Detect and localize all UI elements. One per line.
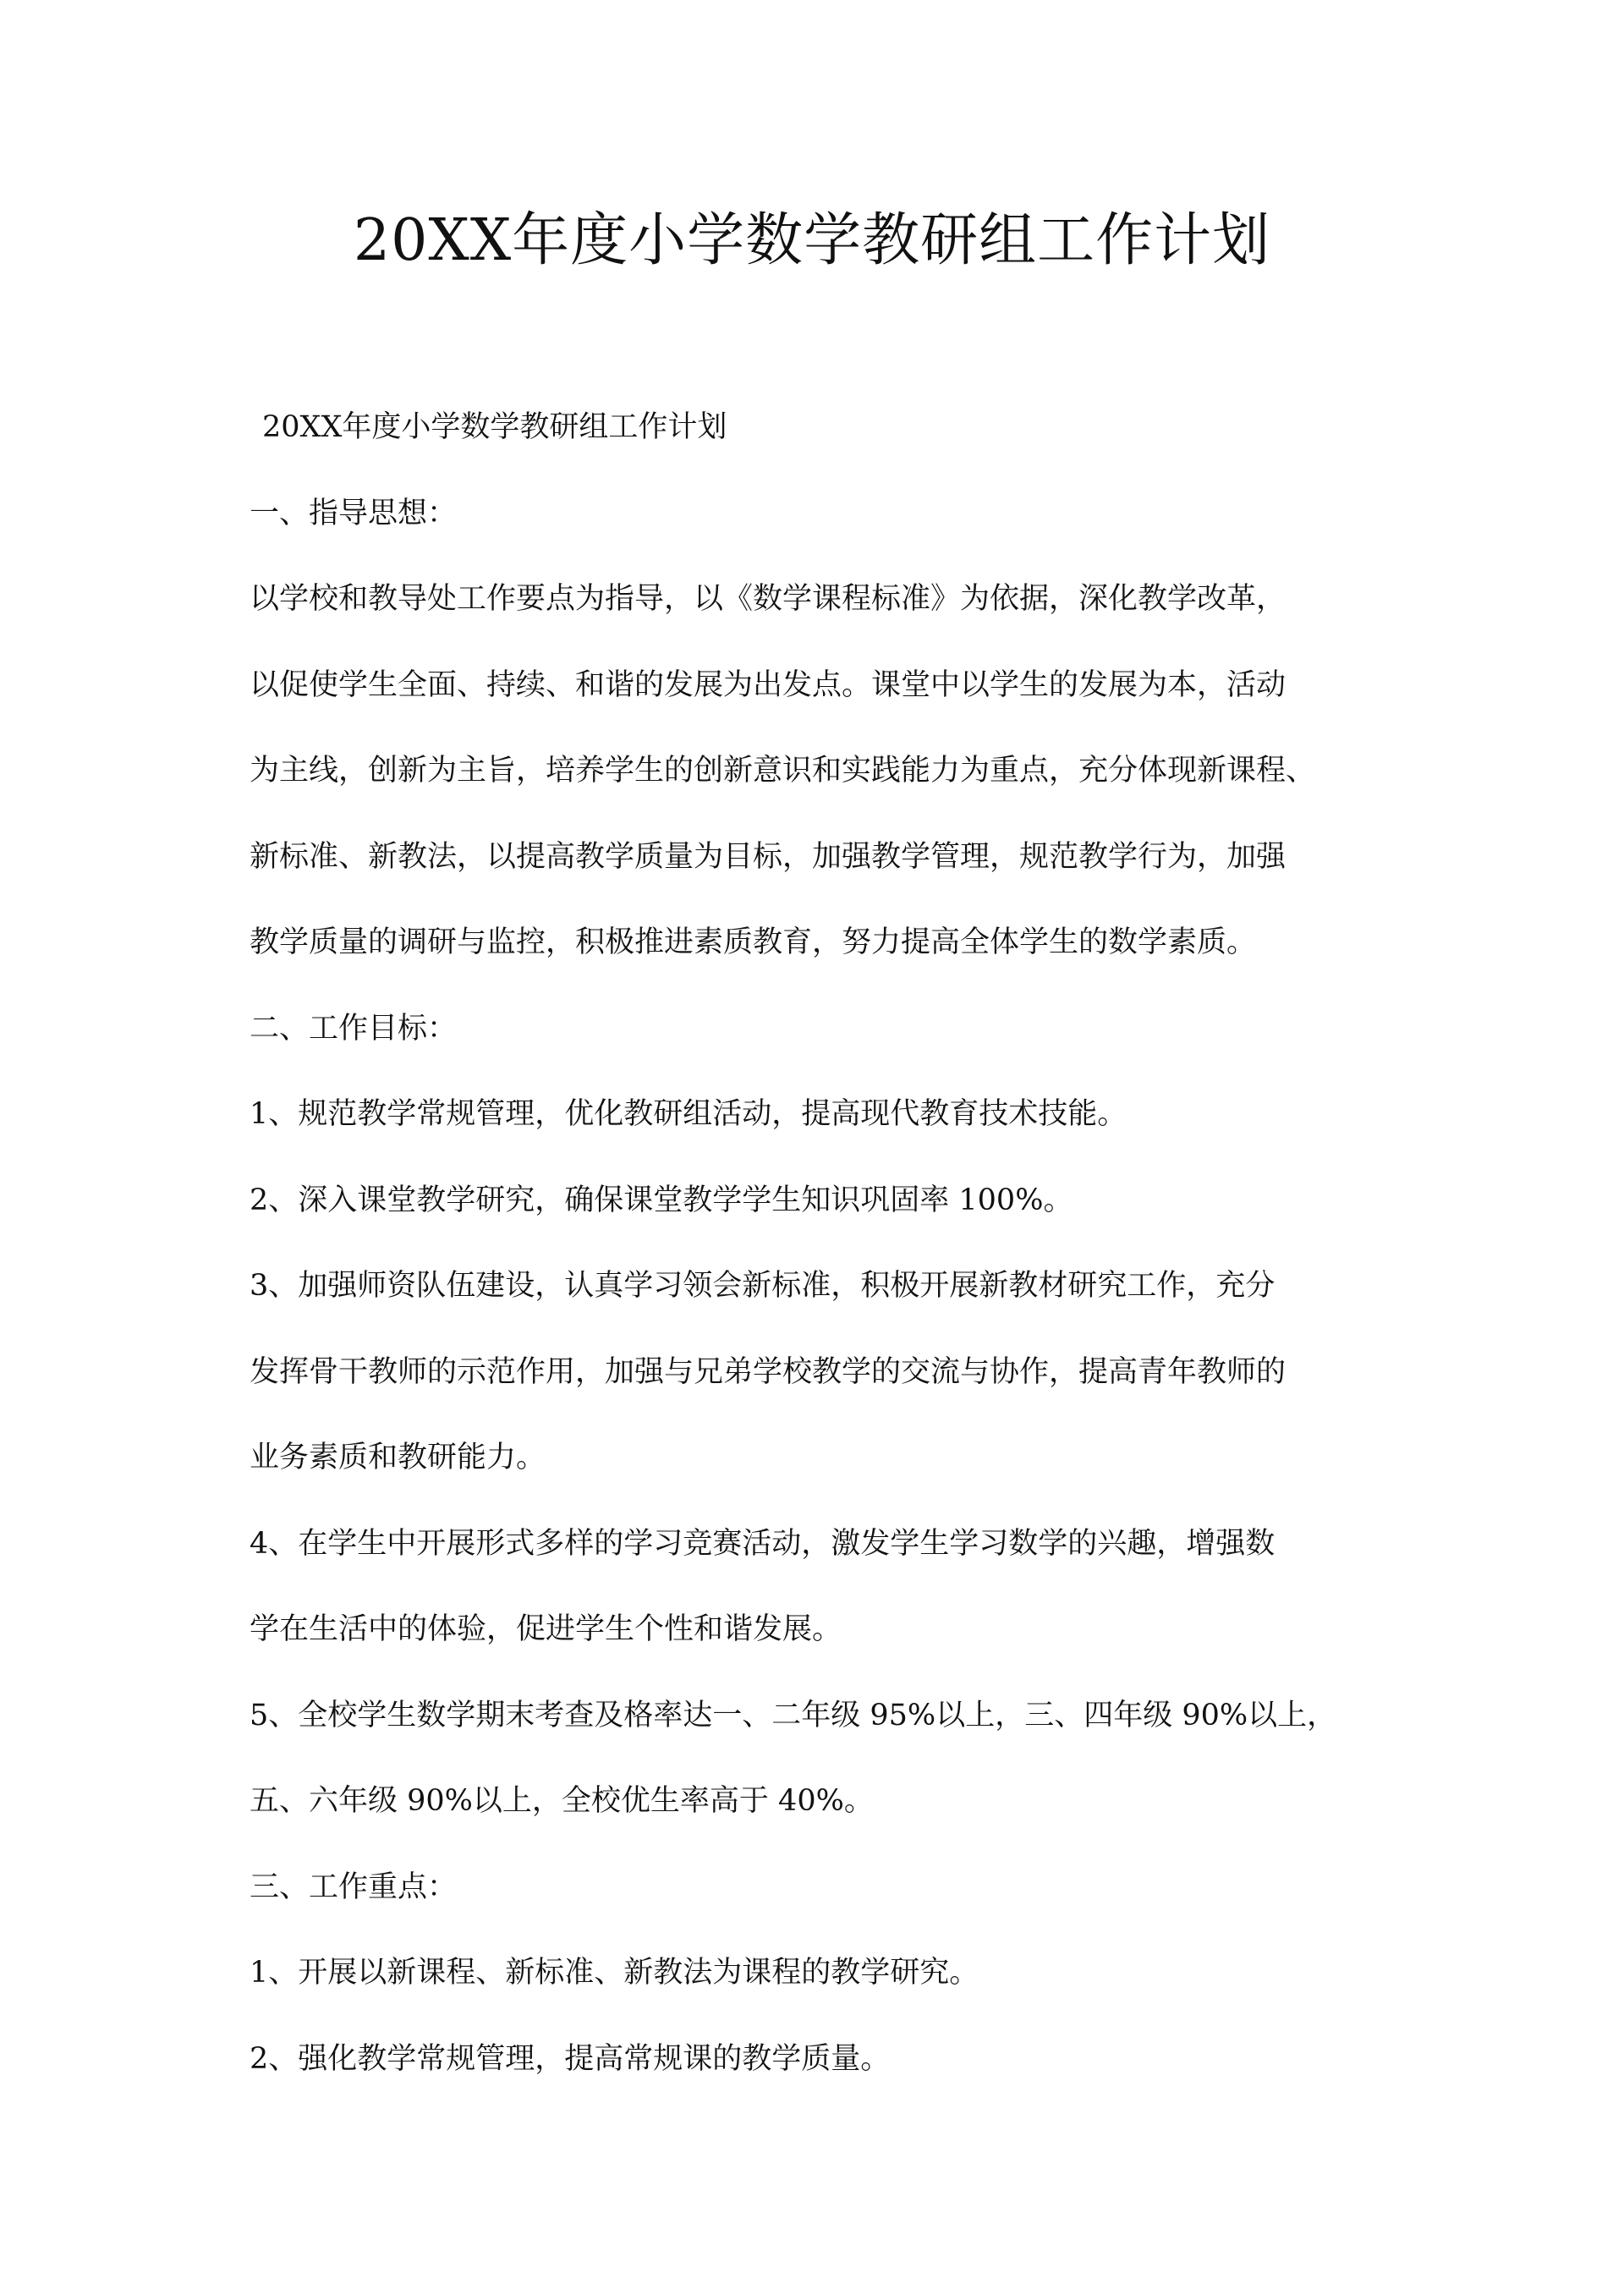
- list-item: 1、规范教学常规管理，优化教研组活动，提高现代教育技术技能。: [250, 1097, 1127, 1131]
- paragraph-line: 业务素质和教研能力。: [250, 1441, 546, 1474]
- paragraph-line: 学在生活中的体验，促进学生个性和谐发展。: [250, 1612, 842, 1646]
- paragraph-line: 发挥骨干教师的示范作用，加强与兄弟学校教学的交流与协作，提高青年教师的: [250, 1354, 1287, 1389]
- paragraph-line: 以促使学生全面、持续、和谐的发展为出发点。课堂中以学生的发展为本，活动: [250, 667, 1287, 702]
- document-subtitle: 20XX年度小学数学教研组工作计划: [262, 410, 727, 444]
- section-heading: 二、工作目标：: [250, 1011, 458, 1046]
- document-body: [250, 385, 1391, 2102]
- paragraph-line: 为主线，创新为主旨，培养学生的创新意识和实践能力为重点，充分体现新课程、: [250, 754, 1316, 788]
- list-item: 3、加强师资队伍建设，认真学习领会新标准，积极开展新教材研究工作，充分: [250, 1269, 1276, 1303]
- document-title: 20XX年度小学数学教研组工作计划: [353, 207, 1271, 274]
- list-item: 2、强化教学常规管理，提高常规课的教学质量。: [250, 2041, 891, 2076]
- list-item: 2、深入课堂教学研究，确保课堂教学学生知识巩固率 100%。: [250, 1183, 1073, 1217]
- list-item: 5、全校学生数学期末考查及格率达一、二年级 95%以上，三、四年级 90%以上，: [250, 1698, 1337, 1732]
- section-heading: 一、指导思想：: [250, 496, 458, 530]
- list-item: 1、开展以新课程、新标准、新教法为课程的教学研究。: [250, 1956, 979, 1990]
- paragraph-line: 新标准、新教法，以提高教学质量为目标，加强教学管理，规范教学行为，加强: [250, 839, 1287, 874]
- paragraph-line: 教学质量的调研与监控，积极推进素质教育，努力提高全体学生的数学素质。: [250, 925, 1257, 959]
- section-heading: 三、工作重点：: [250, 1869, 458, 1904]
- paragraph-line: 以学校和教导处工作要点为指导，以《数学课程标准》为依据，深化教学改革，: [250, 582, 1287, 616]
- paragraph-line: 五、六年级 90%以上，全校优生率高于 40%。: [250, 1784, 874, 1818]
- list-item: 4、在学生中开展形式多样的学习竞赛活动，激发学生学习数学的兴趣，增强数: [250, 1526, 1276, 1561]
